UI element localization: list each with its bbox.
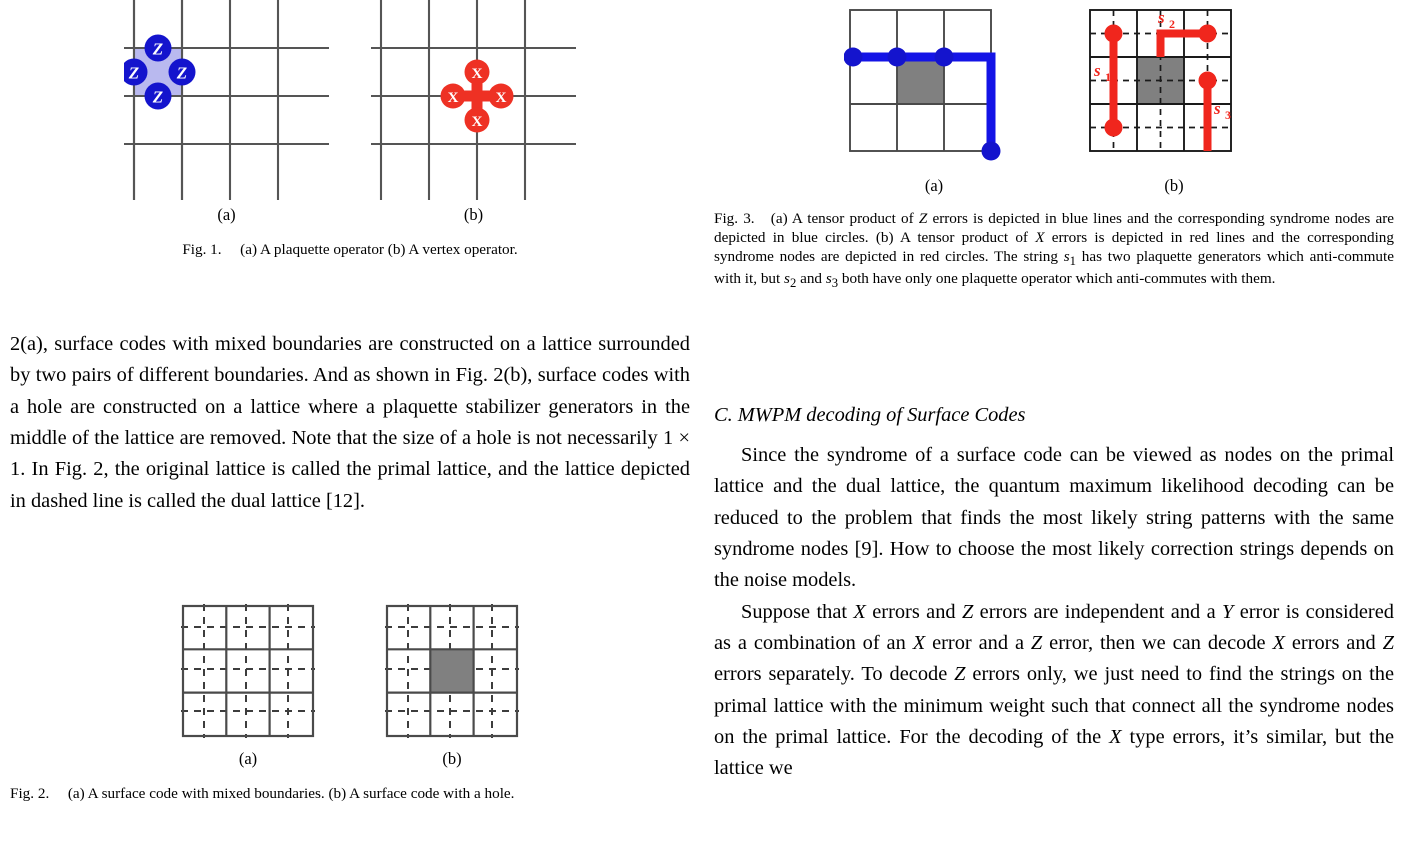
string-label-s3-base: s: [1214, 99, 1221, 118]
string-label-s3: [1213, 99, 1231, 122]
vertex-operator-diagram: [371, 0, 576, 200]
figure-3-caption-s3: s: [825, 269, 832, 287]
figure-1: [10, 0, 690, 259]
right-paragraph-1-text: Since the syndrome of a surface code can be viewed as nodes on the primal lattice and the dual lattice, the quantum maximum likelihood decoding can be reduced to the problem that finds the most likely string patterns with the same syndrome nodes [9]. How to choose the most likely correction strings depends on the noise models.: [714, 444, 1394, 592]
right-paragraph-2-seg4: error is considered as a combination of an: [714, 600, 1394, 654]
z-node-right: [169, 59, 196, 86]
right-column: [714, 0, 1394, 856]
string-label-s2: [1157, 8, 1175, 31]
figure-1-panel-a-label: (a): [217, 205, 236, 224]
syndrome-node-4: [982, 142, 1001, 161]
figure-1-caption-prefix: Fig. 1.: [182, 240, 222, 258]
x-node-label-top: X: [471, 66, 483, 82]
syndrome-node-1: [844, 48, 863, 67]
z-error-string-diagram: [844, 4, 1024, 170]
x-node-label-right: X: [495, 90, 507, 106]
figure-3-caption-s2: s: [784, 269, 790, 287]
figure-2-panel-b-label: (b): [442, 749, 462, 768]
string-label-s1-base: s: [1094, 61, 1101, 80]
hole-face: [897, 57, 944, 104]
figure-3-panel-b: [1084, 4, 1264, 195]
syndrome-node-s3-top: [1199, 72, 1217, 90]
right-paragraph-2-sym2: Z: [961, 600, 974, 623]
figure-2-caption-text: (a) A surface code with mixed boundaries. (b) A surface code with a hole.: [67, 784, 515, 802]
syndrome-node-s1-bottom: [1105, 119, 1123, 137]
figure-1-panel-b: [371, 0, 576, 224]
x-node-bottom: [465, 108, 490, 133]
left-paragraph-1-math: 1 × 1: [10, 426, 690, 481]
left-paragraph-1-seg1: 2(a), surface codes with mixed boundaries are constructed on a lattice surrounded by two pairs of different boundaries. And as shown in Fig. 2(b), surface codes with a hole are constructed on a lattice where a plaquette stabilizer generators in the middle of the lattice are removed. Note that the size of a hole is not necessarily: [10, 333, 690, 449]
string-label-s2-sub: 2: [1169, 17, 1175, 31]
figure-3-panel-a: [844, 4, 1024, 195]
z-node-bottom: [145, 83, 172, 110]
right-paragraph-2: [714, 597, 1394, 785]
left-body-text: [10, 329, 690, 517]
right-paragraph-2-seg6: error, then we can decode: [1042, 631, 1273, 654]
string-label-s3-sub: 3: [1225, 108, 1231, 122]
z-node-label-bottom: Z: [152, 87, 164, 107]
x-node-label-left: X: [447, 90, 459, 106]
x-node-left: [441, 84, 466, 109]
right-paragraph-2-sym9: X: [1109, 725, 1122, 748]
hole-face: [430, 649, 473, 692]
z-node-label-right: Z: [176, 63, 188, 83]
figure-2-panel-b: [381, 600, 523, 768]
figure-1-panel-b-label: (b): [463, 205, 484, 224]
figure-3-panel-b-label: (b): [1164, 176, 1184, 195]
figure-3-caption-prefix: Fig. 3.: [714, 209, 755, 227]
surface-code-mixed-boundaries-diagram: [177, 600, 319, 742]
right-paragraph-2-sym7: Z: [1382, 631, 1394, 654]
z-node-label-left: Z: [128, 63, 140, 83]
figure-2: [10, 600, 690, 803]
x-node-right: [489, 84, 514, 109]
string-label-s1-sub: 1: [1105, 70, 1111, 84]
z-node-label-top: Z: [152, 39, 164, 59]
syndrome-node-s1-top: [1105, 25, 1123, 43]
figure-1-caption-text: (a) A plaquette operator (b) A vertex operator.: [240, 240, 518, 258]
figure-3-caption-seg5: both have only one plaquette operator which anti-commutes with them.: [838, 269, 1276, 287]
section-heading-c: [714, 400, 1394, 431]
z-node-top: [145, 35, 172, 62]
right-paragraph-2-sym3: Y: [1222, 600, 1234, 623]
right-body-text: [714, 440, 1394, 784]
right-paragraph-2-seg2: errors and: [865, 600, 962, 623]
figure-1-panel-a: [124, 0, 329, 224]
x-node-top: [465, 60, 490, 85]
left-paragraph-1-seg2: . In Fig. 2, the original lattice is called the primal lattice, and the lattice depicted in dashed line is called the dual lattice [12].: [10, 458, 690, 512]
left-column: [10, 0, 690, 856]
left-paragraph-1: [10, 329, 690, 517]
figure-3-caption-s3-sub: 3: [831, 276, 839, 291]
right-paragraph-2-seg9: errors only, we just need to find the strings on the primal lattice with the minimum weight such that connect all the syndrome nodes on the primal lattice. For the decoding of the: [714, 663, 1394, 748]
string-label-s2-base: s: [1158, 8, 1165, 27]
figure-3-caption-seg1: (a) A tensor product of: [770, 209, 919, 227]
figure-2-caption: [10, 784, 690, 803]
right-paragraph-1: [714, 440, 1394, 597]
right-paragraph-2-seg3: errors are independent and a: [973, 600, 1223, 623]
figure-2-panel-a: [177, 600, 319, 768]
surface-code-with-hole-diagram: [381, 600, 523, 742]
right-paragraph-2-seg10: type errors, it’s similar, but the lattice we: [714, 725, 1394, 780]
figure-3-caption-seg4: has two plaquette generators which anti-commute with it, but: [714, 247, 1394, 287]
figure-3-caption-seg3: errors is depicted in red lines and the corresponding syndrome nodes are depicted in red circles. The string: [714, 228, 1394, 265]
right-paragraph-2-sym4: X: [912, 631, 926, 654]
figure-2-panel-a-label: (a): [238, 749, 258, 768]
plaquette-operator-diagram: [124, 0, 329, 200]
right-paragraph-2-sym8: Z: [954, 663, 966, 686]
figure-3-panel-a-label: (a): [924, 176, 944, 195]
figure-3-caption-seg2: errors is depicted in blue lines and the corresponding syndrome nodes are depicted in blue circles. (b) A tensor product of: [714, 209, 1395, 246]
syndrome-node-2: [888, 48, 907, 67]
x-node-label-bottom: X: [471, 114, 483, 130]
right-paragraph-2-seg7: errors and: [1284, 631, 1383, 654]
figure-1-caption: [10, 240, 690, 259]
figure-3-caption: [714, 209, 1394, 292]
right-paragraph-2-seg1: Suppose that: [741, 600, 854, 623]
right-paragraph-2-sym5: Z: [1030, 631, 1043, 654]
figure-3-caption-s1-sub: 1: [1069, 253, 1076, 268]
figure-3-caption-sym-x: X: [1035, 228, 1045, 246]
figure-3-caption-and: and: [796, 269, 826, 287]
figure-3-caption-sym-z: Z: [918, 209, 928, 227]
figure-3-caption-s2-sub: 2: [789, 276, 797, 291]
syndrome-node-3: [935, 48, 954, 67]
right-paragraph-2-sym6: X: [1272, 631, 1285, 654]
figure-2-caption-prefix: Fig. 2.: [10, 784, 50, 802]
figure-3: [714, 4, 1394, 291]
figure-3-caption-s1: s: [1063, 247, 1070, 265]
right-paragraph-2-sym1: X: [853, 600, 866, 623]
primal-lattice: [183, 606, 313, 736]
section-heading-c-text: C. MWPM decoding of Surface Codes: [714, 404, 1026, 426]
dual-lattice-dashed: [181, 604, 315, 738]
x-error-string-diagram: [1084, 4, 1264, 170]
syndrome-node-s2-end: [1199, 25, 1217, 43]
right-paragraph-2-seg5: error and a: [925, 631, 1031, 654]
right-paragraph-2-seg8: errors separately. To decode: [714, 663, 955, 686]
